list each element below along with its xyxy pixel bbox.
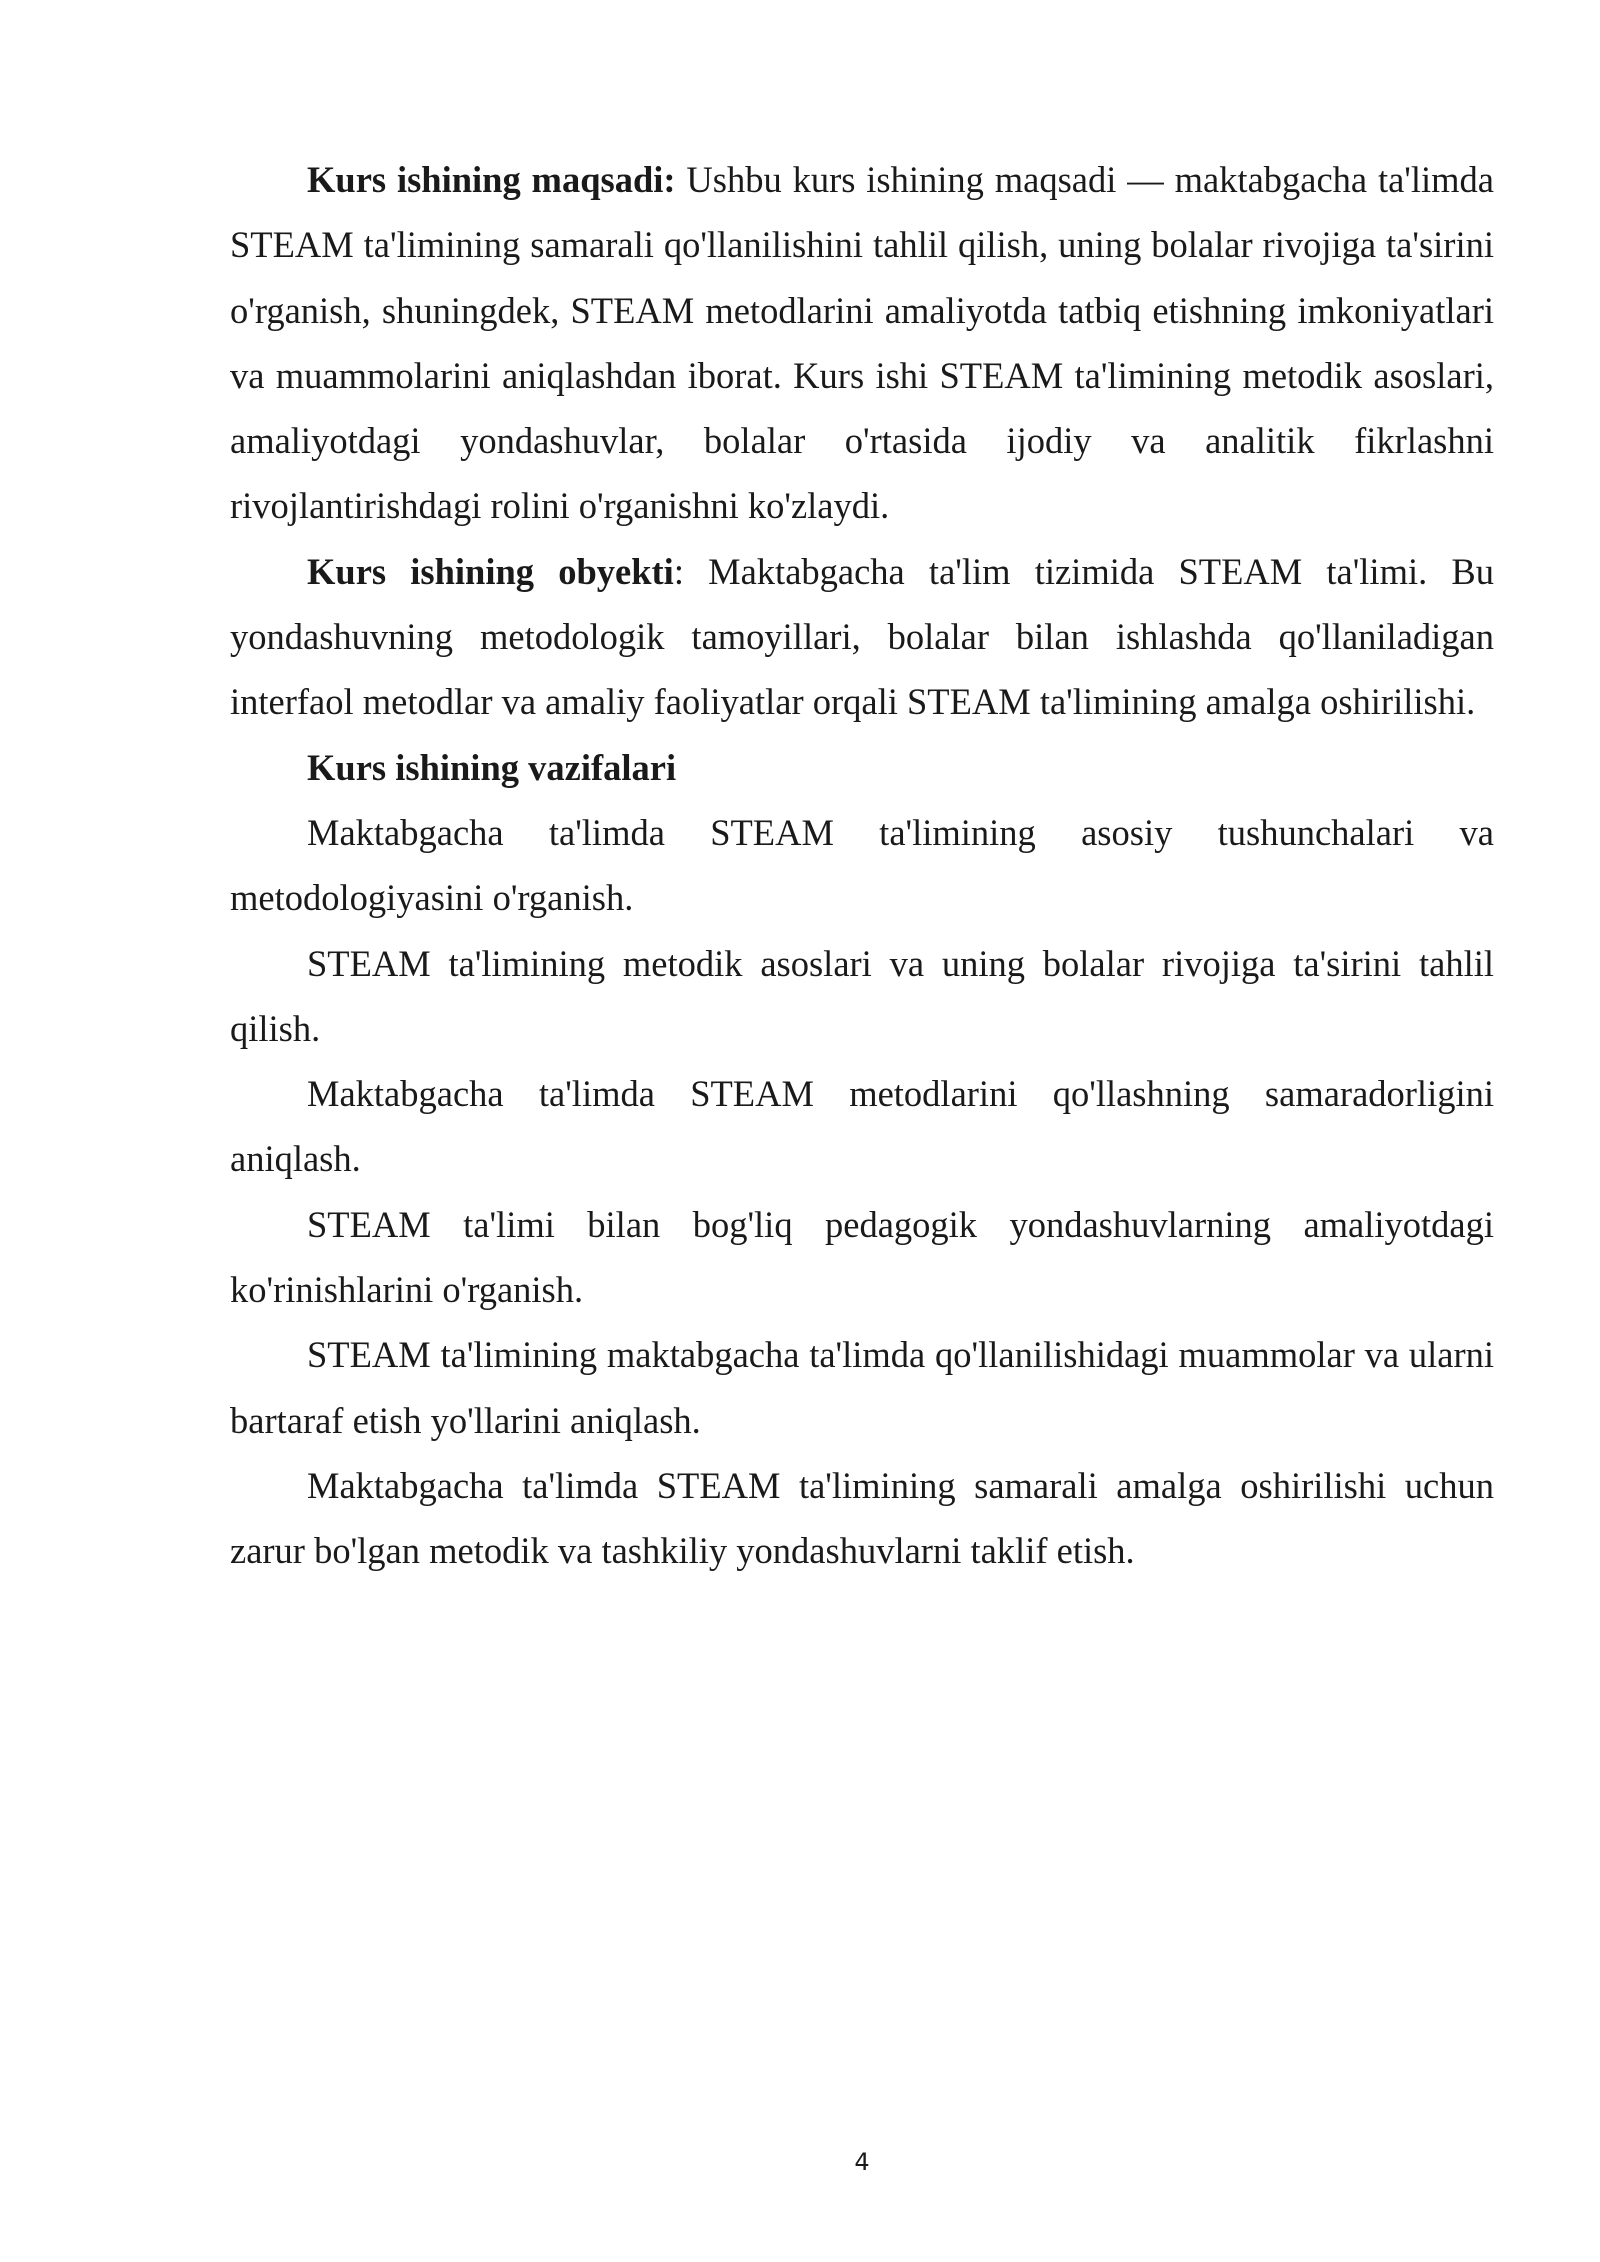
- task-item: Maktabgacha ta'limda STEAM ta'limining asosiy tushunchalari va metodologiyasini o'rganish.: [230, 811, 1494, 919]
- object-text: : Maktabgacha ta'lim tizimida STEAM ta'limi. Bu yondashuvning metodologik tamoyillari, bolalar bilan ishlashda qo'llaniladigan interfaol metodlar va amaliy faoliyatlar orqali STEAM ta'limining amalga oshirilishi.: [230, 550, 1494, 723]
- document-body: [230, 147, 1494, 1584]
- task-item: Maktabgacha ta'limda STEAM metodlarini qo'llashning samaradorligini aniqlash.: [230, 1073, 1494, 1180]
- task-item: STEAM ta'limining metodik asoslari va uning bolalar rivojiga ta'sirini tahlil qilish.: [230, 942, 1494, 1049]
- page-number: 4: [854, 2148, 870, 2176]
- goal-paragraph: [230, 147, 1494, 539]
- object-heading: Kurs ishining obyekti: [307, 550, 674, 592]
- task-item: STEAM ta'limining maktabgacha ta'limda qo'llanilishidagi muammolar va ularni bartaraf etish yo'llarini aniqlash.: [230, 1334, 1494, 1441]
- object-paragraph: [230, 539, 1494, 735]
- goal-heading: Kurs ishining maqsadi:: [307, 159, 676, 200]
- tasks-heading: Kurs ishining vazifalari: [307, 746, 677, 788]
- tasks-heading-paragraph: [230, 735, 1494, 800]
- goal-text: Ushbu kurs ishining maqsadi — maktabgacha ta'limda STEAM ta'limining samarali qo'llanilishini tahlil qilish, uning bolalar rivojiga ta'sirini o'rganish, shuningdek, STEAM metodlarini amaliyotda tatbiq etishning imkoniyatlari va muammolarini aniqlashdan iborat. Kurs ishi STEAM ta'limining metodik asoslari, amaliyotdagi yondashuvlar, bolalar o'rtasida ijodiy va analitik fikrlashni rivojlantirishdagi rolini o'rganishni ko'zlaydi.: [230, 159, 1495, 527]
- task-item: Maktabgacha ta'limda STEAM ta'limining samarali amalga oshirilishi uchun zarur bo'lgan metodik va tashkiliy yondashuvlarni taklif etish.: [230, 1464, 1494, 1572]
- task-item: STEAM ta'limi bilan bog'liq pedagogik yondashuvlarning amaliyotdagi ko'rinishlarini o'rganish.: [230, 1203, 1494, 1311]
